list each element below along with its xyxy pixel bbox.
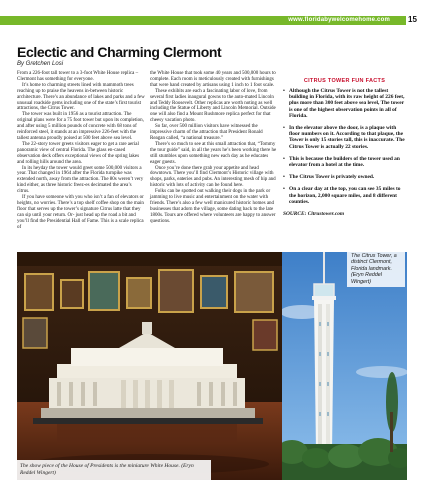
- paragraph: Folks can be spotted out walking their dogs in the park or jamming to live music and entertainment on the water with friends. There’s also a few well manicured historic homes and businesses that adorn the village, some dating back to the late 1800s. Tours are offered where volunteers are happy to answer questions.: [150, 189, 276, 224]
- white-house-replica-photo: [17, 252, 282, 480]
- bullet-icon: •: [283, 186, 285, 193]
- paragraph: the White House that took some 40 years and 500,000 hours to complete. Each room is meticulously created with furnishings that were hand created by artisans using 1 inch to 1 foot scale.: [150, 71, 276, 88]
- fun-fact-item: [282, 125, 407, 150]
- citrus-tower-photo-caption: The Citrus Tower, a distinct Clermont, Florida landmark. (Eryn Reddel Wingert): [347, 252, 405, 287]
- article-column-1: [17, 71, 145, 230]
- paragraph: So far, over 500 million visitors have witnessed the impressive charm of the attraction that President Ronald Reagan called, “a national treasure.”: [150, 124, 263, 141]
- paragraph: If you have someone with you who isn’t a fan of elevators or heights, no worries. There’s a top shelf coffee shop on the main floor that serves up the tower’s signature Citrus latte that they can sip until your return. Or- just head up the road a bit and you’ll find the Presidential Hall of Fame. This is a scale replica of: [17, 195, 144, 230]
- fun-fact-item: [282, 186, 407, 205]
- fun-fact-text: This is because the builders of the tower used an elevator from a hotel at the time.: [289, 155, 400, 169]
- site-url[interactable]: www.floridabywelcomehome.com: [288, 17, 390, 23]
- fun-fact-text: On a clear day at the top, you can see 35 miles to the horizon, 2,000 square miles, and 8 different counties.: [289, 186, 401, 205]
- paragraph: In its heyday the tower would greet some 500,000 visitors a year. That changed in 1964 after the Florida turnpike was extended north, away from the attraction. The 80s weren’t very kind either, as three historic freez-es decimated the area’s citrus.: [17, 165, 144, 195]
- article-column-2: [150, 71, 278, 225]
- page-header: [0, 0, 422, 44]
- page-number: 15: [408, 15, 417, 24]
- fun-fact-text: In the elevator above the door, is a plaque with floor numbers on it. According to that plaque, the Tower is only 15 stories tall, this is inaccurate. The Citrus Tower is actually 22 stories.: [289, 125, 405, 150]
- bullet-icon: •: [283, 88, 285, 94]
- fun-fact-text: The Citrus Tower is privately owned.: [289, 174, 375, 181]
- white-house-photo-caption: The show piece of the House of Presidents is the miniature White House. (Eryn Reddel Wingert): [17, 460, 211, 480]
- paragraph: Once you’re done there grab your appetite and head downtown. There you’ll find Clermont’s Historic village with shops, parks, eateries and pubs. An interesting mesh of hip and historic with lots of activity can be found here.: [150, 165, 276, 189]
- fun-fact-item: [282, 88, 407, 119]
- citrus-tower-photo: [282, 252, 407, 480]
- fun-facts-sidebar: [282, 71, 407, 241]
- fun-facts-heading: CITRUS TOWER FUN FACTS: [303, 78, 386, 84]
- white-house-exhibit-image: [17, 252, 282, 480]
- paragraph: From a 226-foot tall tower to a 3-foot White House replica – Clermont has something for everyone.: [17, 71, 139, 82]
- byline: By Gretchen Losi: [17, 61, 64, 67]
- paragraph: The 22-story tower greets visitors eager to get a rare aerial panoramic view of central Florida. The glass en-cased observation deck offers exceptional views of the spring lakes and rolling hills around the area.: [17, 141, 140, 165]
- paragraph: It’s home to charming streets lined with mammoth trees reaching up to praise the heavens in-between historic architecture. There’s an abundance of lakes and parks and a few unusual roadside gems including one of the state’s first tourist attractions, the Citrus Tower.: [17, 82, 145, 112]
- fun-facts-list: [282, 88, 407, 205]
- fun-fact-item: [282, 174, 407, 180]
- paragraph: There’s so much to see at this small attraction that, “Tommy the tour guide” said, in all the years he’s been working there he still stumbles upon something new each day as he educates eager guests.: [150, 141, 277, 165]
- fun-facts-source: SOURCE: Citrustower.com: [283, 211, 345, 218]
- bullet-icon: •: [283, 125, 285, 132]
- paragraph: These exhibits are each a fascinating labor of love, from several first ladies inaugural gowns to the auto-mated Lincoln and Teddy Roosevelt. Other replicas are worth noting as well including the Statue of Liberty and Lincoln Memorial. Outside one will also find a Mount Rushmore replica perfect for that cheesy vacation photo.: [150, 88, 276, 124]
- bullet-icon: •: [283, 155, 285, 162]
- fun-fact-item: [282, 156, 407, 168]
- article-title: Eclectic and Charming Clermont: [17, 44, 222, 60]
- bullet-icon: •: [283, 174, 285, 181]
- paragraph: The tower was built in 1956 as a tourist attraction. The original plans were for a 75 foot tower but upon its completion, and after using 5 million pounds of concrete with 68 tons of reinforced steel, it stands at an impressive 226-feet with the tallest antenna proudly poised at 500 feet above sea level.: [17, 112, 144, 141]
- fun-fact-text: Although the Citrus Tower is not the tallest building in Florida, with its raw height of 226 feet, plus more than 300 feet above sea level, The tower is one of the highest observation points in all of Florida.: [289, 88, 405, 119]
